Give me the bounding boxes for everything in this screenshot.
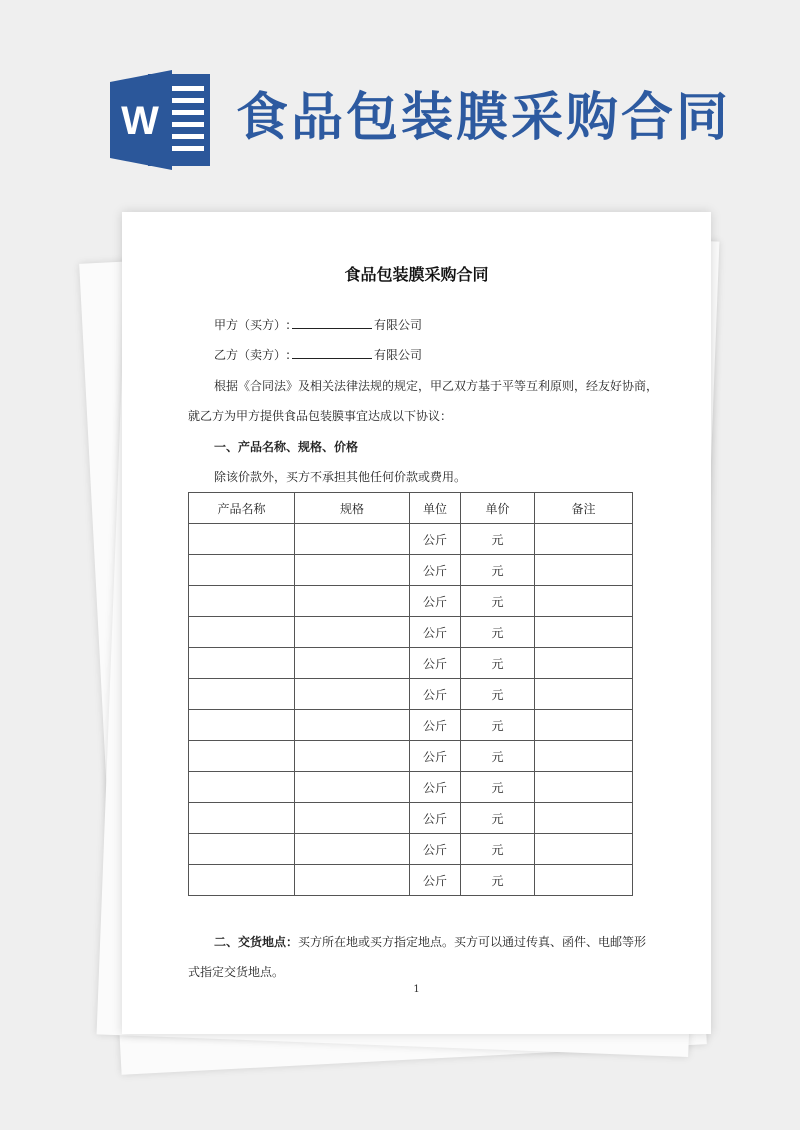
cell-product-name	[189, 865, 295, 896]
table-row	[189, 648, 633, 679]
cell-unit-price: 元	[461, 710, 535, 741]
cell-product-name	[189, 803, 295, 834]
header-unit: 单位	[410, 493, 461, 524]
cell-unit-price: 元	[461, 834, 535, 865]
table-row	[189, 524, 633, 555]
cell-spec	[295, 648, 410, 679]
cell-unit: 公斤	[410, 772, 461, 803]
cell-spec	[295, 772, 410, 803]
cell-unit: 公斤	[410, 617, 461, 648]
cell-unit: 公斤	[410, 865, 461, 896]
cell-remark	[535, 586, 633, 617]
cell-remark	[535, 803, 633, 834]
party-a-label: 甲方（买方）:	[214, 318, 291, 332]
cell-unit-price: 元	[461, 648, 535, 679]
section2-line-1	[214, 934, 646, 950]
cell-unit-price: 元	[461, 555, 535, 586]
cell-product-name	[189, 555, 295, 586]
table-row	[189, 803, 633, 834]
cell-spec	[295, 555, 410, 586]
cell-spec	[295, 524, 410, 555]
cell-spec	[295, 834, 410, 865]
party-b-label: 乙方（卖方）:	[214, 348, 291, 362]
header-spec: 规格	[295, 493, 410, 524]
table-row	[189, 586, 633, 617]
cell-remark	[535, 741, 633, 772]
cell-spec	[295, 586, 410, 617]
cell-product-name	[189, 710, 295, 741]
banner-title: 食品包装膜采购合同	[236, 88, 732, 148]
cell-unit-price: 元	[461, 586, 535, 617]
table-row	[189, 834, 633, 865]
cell-remark	[535, 834, 633, 865]
party-b-line	[214, 347, 422, 363]
cell-spec	[295, 865, 410, 896]
cell-unit-price: 元	[461, 803, 535, 834]
cell-product-name	[189, 834, 295, 865]
section2-heading: 二、交货地点：	[214, 935, 299, 949]
cell-product-name	[189, 524, 295, 555]
table-row	[189, 710, 633, 741]
cell-unit: 公斤	[410, 524, 461, 555]
document-title: 食品包装膜采购合同	[344, 265, 489, 284]
table-row	[189, 865, 633, 896]
cell-unit: 公斤	[410, 648, 461, 679]
section1-note: 除该价款外，买方不承担其他任何价款或费用。	[214, 470, 467, 484]
cell-product-name	[189, 741, 295, 772]
cell-product-name	[189, 679, 295, 710]
cell-product-name	[189, 586, 295, 617]
intro-line-1: 根据《合同法》及相关法律法规的规定，甲乙双方基于平等互利原则，经友好协商，	[214, 379, 659, 393]
cell-unit-price: 元	[461, 772, 535, 803]
page-number: 1	[413, 984, 420, 995]
header-remark: 备注	[535, 493, 633, 524]
table-row	[189, 772, 633, 803]
cell-unit-price: 元	[461, 524, 535, 555]
header-product-name: 产品名称	[189, 493, 295, 524]
cell-unit: 公斤	[410, 803, 461, 834]
party-a-suffix: 有限公司	[374, 318, 423, 332]
cell-unit-price: 元	[461, 679, 535, 710]
section2-text: 买方所在地或买方指定地点。买方可以通过传真、函件、电邮等形	[298, 935, 647, 949]
cell-product-name	[189, 617, 295, 648]
table-row	[189, 617, 633, 648]
table-row	[189, 679, 633, 710]
cell-product-name	[189, 772, 295, 803]
table-row	[189, 741, 633, 772]
cell-spec	[295, 803, 410, 834]
cell-unit: 公斤	[410, 586, 461, 617]
cell-remark	[535, 617, 633, 648]
cell-product-name	[189, 648, 295, 679]
cell-unit-price: 元	[461, 741, 535, 772]
section2-line-2: 式指定交货地点。	[188, 965, 285, 979]
party-a-line	[214, 317, 422, 333]
cell-remark	[535, 648, 633, 679]
cell-remark	[535, 865, 633, 896]
cell-remark	[535, 524, 633, 555]
document-page	[122, 212, 711, 1034]
cell-spec	[295, 710, 410, 741]
table-row	[189, 555, 633, 586]
cell-unit-price: 元	[461, 617, 535, 648]
party-b-suffix: 有限公司	[374, 348, 423, 362]
intro-line-2: 就乙方为甲方提供食品包装膜事宜达成以下协议：	[188, 409, 453, 423]
party-b-blank[interactable]	[292, 347, 372, 359]
section1-heading: 一、产品名称、规格、价格	[214, 440, 359, 454]
cell-spec	[295, 741, 410, 772]
table-header-row	[189, 493, 633, 524]
price-table	[188, 492, 633, 896]
party-a-blank[interactable]	[292, 317, 372, 329]
cell-unit-price: 元	[461, 865, 535, 896]
svg-text:W: W	[121, 99, 159, 143]
header-unit-price: 单价	[461, 493, 535, 524]
cell-unit: 公斤	[410, 710, 461, 741]
cell-remark	[535, 555, 633, 586]
cell-spec	[295, 679, 410, 710]
cell-unit: 公斤	[410, 679, 461, 710]
cell-remark	[535, 772, 633, 803]
cell-unit: 公斤	[410, 555, 461, 586]
cell-unit: 公斤	[410, 834, 461, 865]
word-icon	[110, 68, 214, 172]
cell-unit: 公斤	[410, 741, 461, 772]
cell-remark	[535, 679, 633, 710]
cell-spec	[295, 617, 410, 648]
cell-remark	[535, 710, 633, 741]
